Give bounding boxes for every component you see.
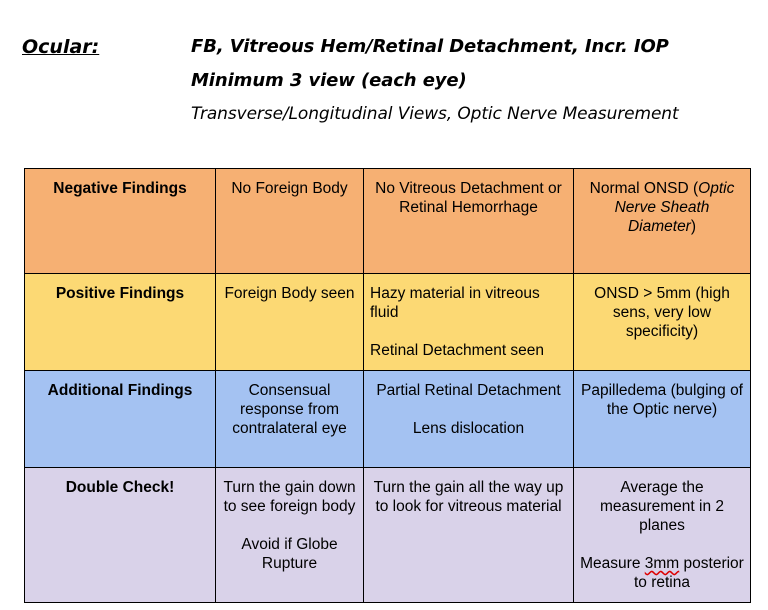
row-positive-findings [25,274,751,371]
cell-negative-onsd [574,169,751,274]
onsd-close: ) [690,218,697,235]
measure-3mm: 3mm [644,555,680,572]
indications-line: FB, Vitreous Hem/Retinal Detachment, Incr. IOP [191,36,669,57]
page-header [0,0,768,150]
positive-hazy-text: Hazy material in vitreous fluid [370,285,540,321]
row-title-double-check: Double Check! [25,468,216,603]
cell-negative-vitreous: No Vitreous Detachment or Retinal Hemorrhage [364,169,574,274]
views-detail-line: Transverse/Longitudinal Views, Optic Nerve Measurement [191,104,679,124]
cell-positive-vitreous [364,274,574,371]
row-title-additional: Additional Findings [25,371,216,468]
positive-detachment-text: Retinal Detachment seen [370,342,545,359]
double-avoid-text: Avoid if Globe Rupture [241,536,338,572]
additional-lens-text: Lens dislocation [412,420,525,437]
double-average-text: Average the measurement in 2 planes [599,479,725,534]
section-label: Ocular: [22,36,100,58]
cell-additional-papilledema: Papilledema (bulging of the Optic nerve) [574,371,751,468]
cell-additional-consensual: Consensual response from contralateral eye [216,371,364,468]
row-additional-findings [25,371,751,468]
cell-double-gain-down [216,468,364,603]
row-title-negative: Negative Findings [25,169,216,274]
measure-pre: Measure [580,555,645,572]
views-line: Minimum 3 view (each eye) [191,70,467,91]
onsd-text: Normal ONSD ( [589,180,699,197]
cell-double-measurement [574,468,751,603]
cell-negative-fb: No Foreign Body [216,169,364,274]
double-measure-text [580,554,744,592]
cell-positive-fb: Foreign Body seen [216,274,364,371]
findings-table [24,168,751,603]
cell-double-gain-up: Turn the gain all the way up to look for vitreous material [364,468,574,603]
row-title-positive: Positive Findings [25,274,216,371]
row-negative-findings [25,169,751,274]
row-double-check [25,468,751,603]
cell-additional-retinal [364,371,574,468]
additional-partial-text: Partial Retinal Detachment [376,382,561,399]
onsd-definition: Optic Nerve Sheath Diameter [614,180,735,235]
double-gain-down-text: Turn the gain down to see foreign body [223,479,356,515]
measure-post: posterior to retina [633,555,744,591]
cell-positive-onsd: ONSD > 5mm (high sens, very low specificity) [574,274,751,371]
